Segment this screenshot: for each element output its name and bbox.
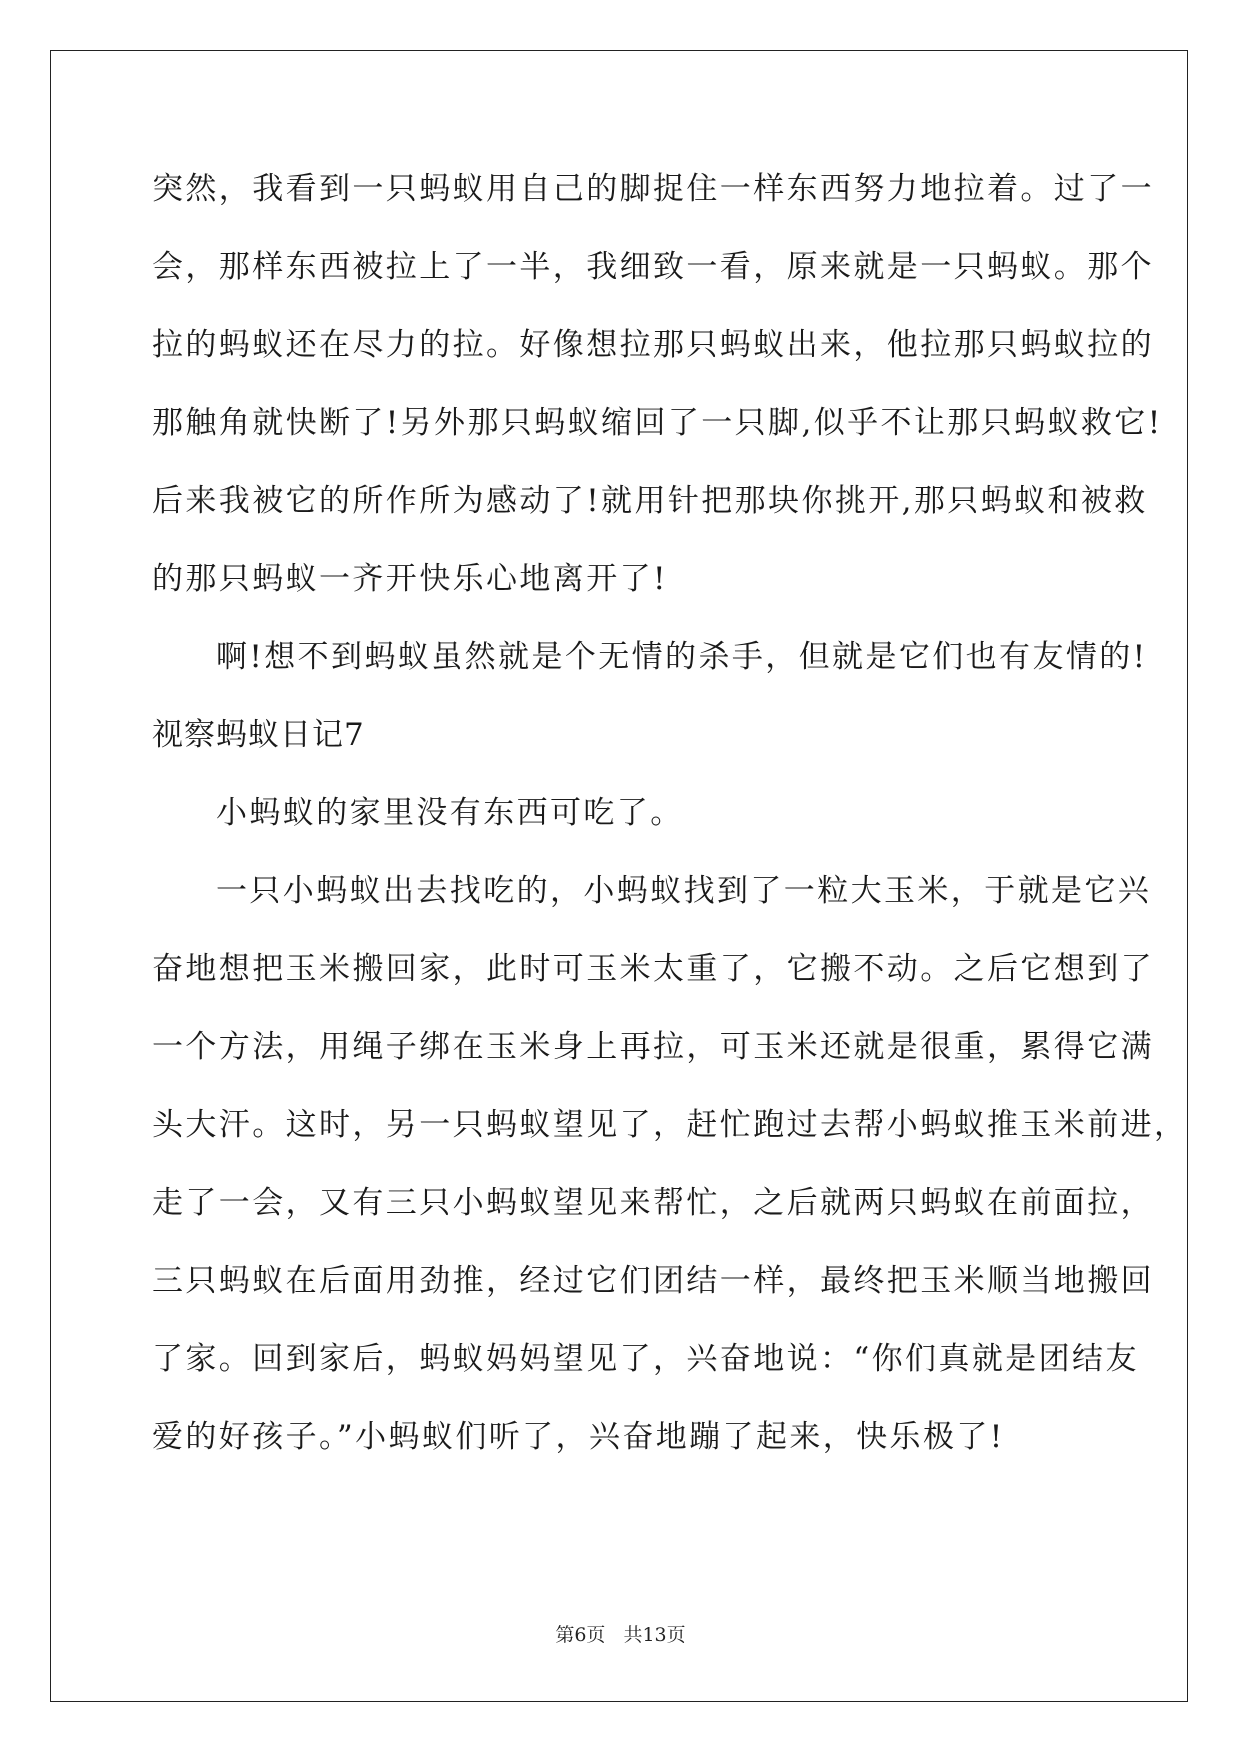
section-title: 视察蚂蚁日记7: [152, 717, 365, 753]
paragraph-line: 一只小蚂蚁出去找吃的，小蚂蚁找到了一粒大玉米，于就是它兴: [216, 873, 1152, 909]
page-footer: [0, 1620, 1241, 1647]
text-line: 三只蚂蚁在后面用劲推，经过它们团结一样，最终把玉米顺当地搬回: [152, 1263, 1154, 1299]
document-body: [152, 150, 1188, 1476]
text-line: 了家。回到家后，蚂蚁妈妈望见了，兴奋地说：“你们真就是团结友: [152, 1341, 1139, 1377]
text-line: 爱的好孩子。”小蚂蚁们听了，兴奋地蹦了起来，快乐极了!: [152, 1419, 1005, 1455]
page-number: 第6页: [555, 1624, 606, 1646]
page-total: 共13页: [623, 1624, 686, 1646]
paragraph-line: 啊!想不到蚂蚁虽然就是个无情的杀手，但就是它们也有友情的!: [216, 639, 1148, 675]
text-line: 的那只蚂蚁一齐开快乐心地离开了!: [152, 561, 668, 597]
text-line: 突然，我看到一只蚂蚁用自己的脚捉住一样东西努力地拉着。过了一: [152, 171, 1154, 207]
text-line: 一个方法，用绳子绑在玉米身上再拉，可玉米还就是很重，累得它满: [152, 1029, 1154, 1065]
text-line: 走了一会，又有三只小蚂蚁望见来帮忙，之后就两只蚂蚁在前面拉，: [152, 1185, 1154, 1221]
text-line: 会，那样东西被拉上了一半，我细致一看，原来就是一只蚂蚁。那个: [152, 249, 1154, 285]
text-line: 后来我被它的所作所为感动了!就用针把那块你挑开,那只蚂蚁和被救: [152, 483, 1148, 519]
text-line: 那触角就快断了!另外那只蚂蚁缩回了一只脚,似乎不让那只蚂蚁救它!: [152, 405, 1163, 441]
text-line: 头大汗。这时，另一只蚂蚁望见了，赶忙跑过去帮小蚂蚁推玉米前进，: [152, 1107, 1188, 1143]
text-line: 拉的蚂蚁还在尽力的拉。好像想拉那只蚂蚁出来，他拉那只蚂蚁拉的: [152, 327, 1154, 363]
paragraph-line: 小蚂蚁的家里没有东西可吃了。: [216, 795, 684, 831]
text-line: 奋地想把玉米搬回家，此时可玉米太重了，它搬不动。之后它想到了: [152, 951, 1154, 987]
